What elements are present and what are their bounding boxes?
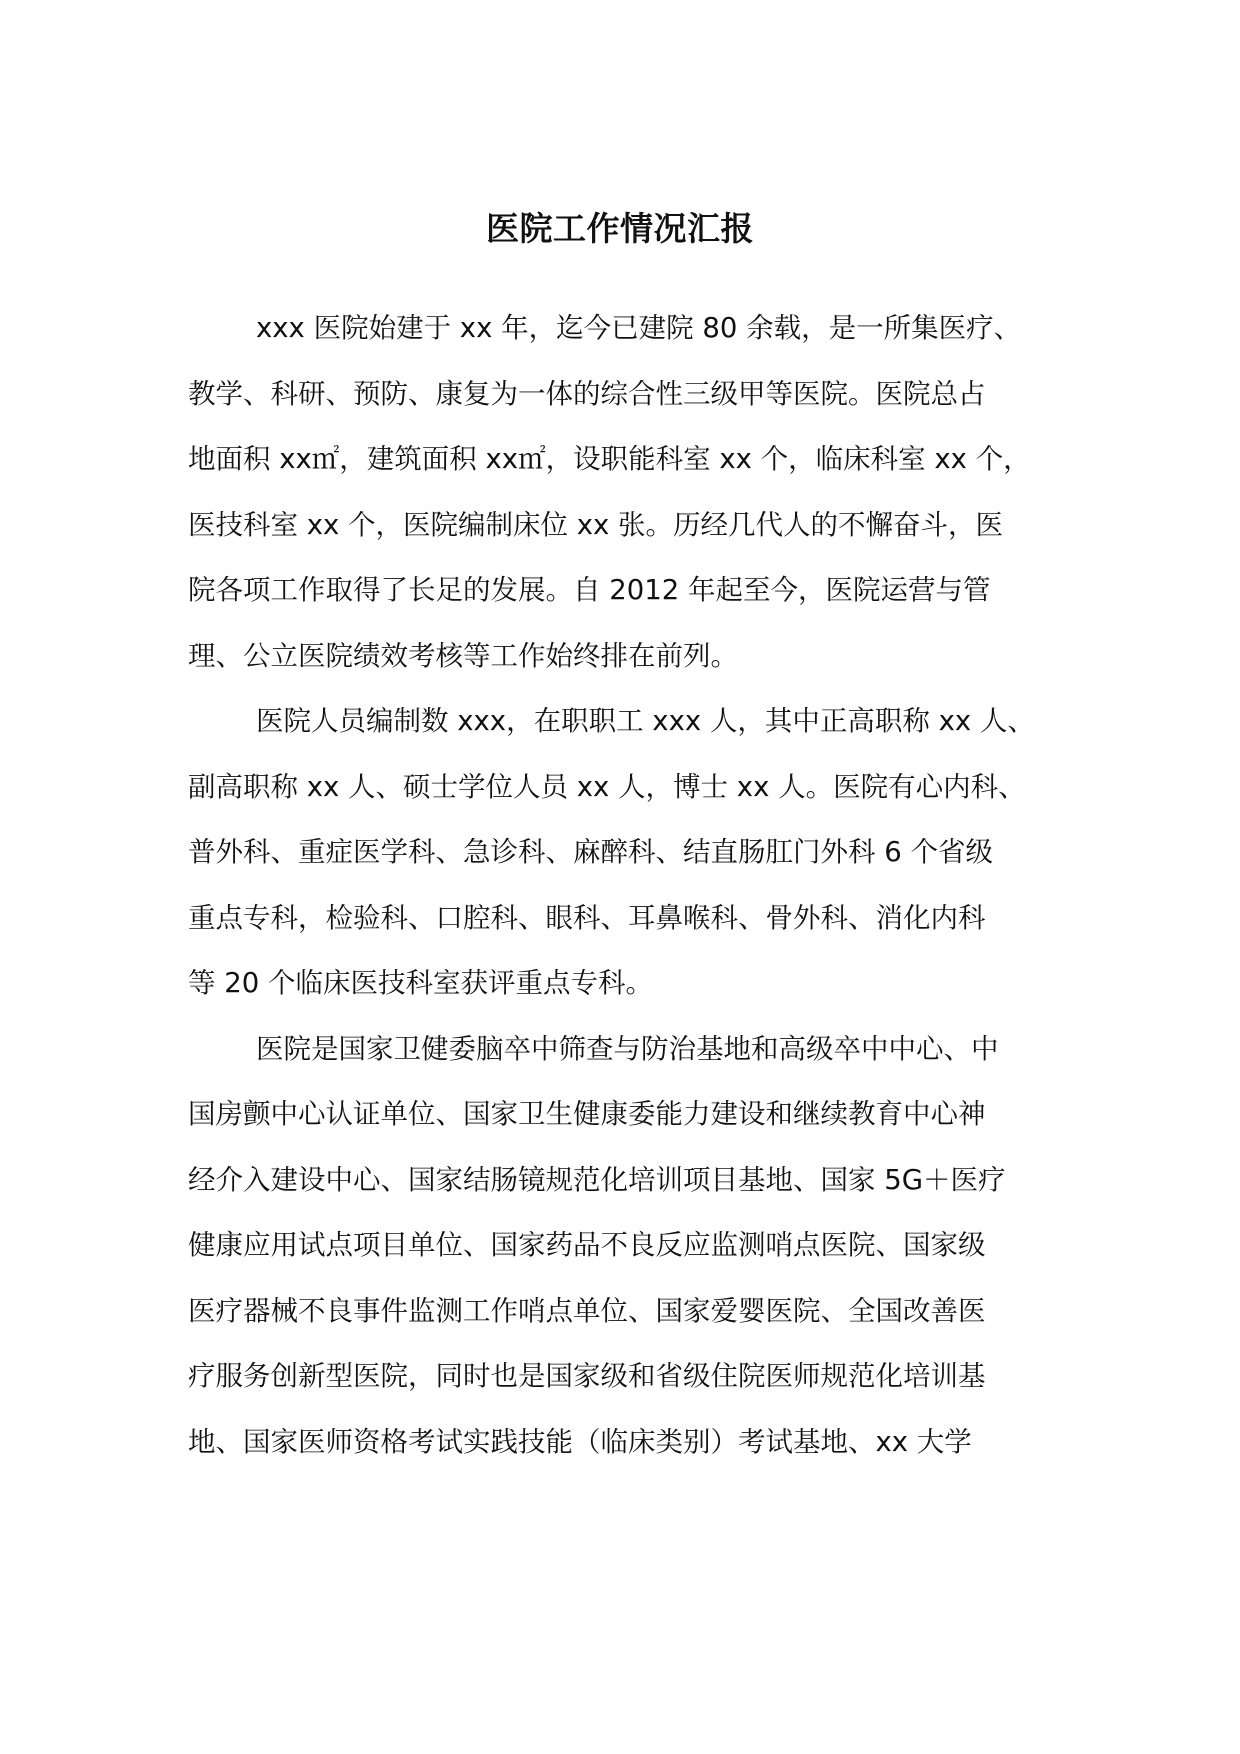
paragraph-hospital-history	[188, 296, 1058, 689]
text-line: 等 20 个临床医技科室获评重点专科。	[188, 967, 653, 999]
text-line: 理、公立医院绩效考核等工作始终排在前列。	[188, 639, 738, 672]
text-line: 重点专科，检验科、口腔科、眼科、耳鼻喉科、骨外科、消化内科	[188, 901, 986, 934]
document-body	[188, 296, 1058, 1475]
paragraph-staff-departments	[188, 689, 1058, 1017]
paragraph-national-bases	[188, 1017, 1058, 1476]
text-line: 副高职称 xx 人、硕士学位人员 xx 人，博士 xx 人。医院有心内科、	[188, 770, 1026, 803]
text-line: 地面积 xx㎡，建筑面积 xx㎡，设职能科室 xx 个，临床科室 xx 个，	[188, 443, 1031, 475]
text-line: xxx 医院始建于 xx 年，迄今已建院 80 余载，是一所集医疗、	[256, 312, 1022, 344]
text-line: 国房颤中心认证单位、国家卫生健康委能力建设和继续教育中心神	[188, 1098, 986, 1130]
text-line: 院各项工作取得了长足的发展。自 2012 年起至今，医院运营与管	[188, 574, 991, 606]
document-title: 医院工作情况汇报	[486, 209, 754, 248]
text-line: 医疗器械不良事件监测工作哨点单位、国家爱婴医院、全国改善医	[188, 1294, 986, 1327]
text-line: 医院是国家卫健委脑卒中筛查与防治基地和高级卒中中心、中	[256, 1032, 999, 1065]
text-line: 教学、科研、预防、康复为一体的综合性三级甲等医院。医院总占	[188, 377, 986, 410]
text-line: 健康应用试点项目单位、国家药品不良反应监测哨点医院、国家级	[188, 1229, 986, 1261]
text-line: 地、国家医师资格考试实践技能（临床类别）考试基地、xx 大学	[188, 1425, 972, 1458]
text-line: 普外科、重症医学科、急诊科、麻醉科、结直肠肛门外科 6 个省级	[188, 836, 993, 868]
text-line: 医技科室 xx 个，医院编制床位 xx 张。历经几代人的不懈奋斗，医	[188, 508, 1004, 541]
text-line: 医院人员编制数 xxx，在职职工 xxx 人，其中正高职称 xx 人、	[256, 705, 1035, 737]
text-line: 经介入建设中心、国家结肠镜规范化培训项目基地、国家 5G＋医疗	[188, 1163, 1006, 1196]
text-line: 疗服务创新型医院，同时也是国家级和省级住院医师规范化培训基	[188, 1360, 986, 1392]
